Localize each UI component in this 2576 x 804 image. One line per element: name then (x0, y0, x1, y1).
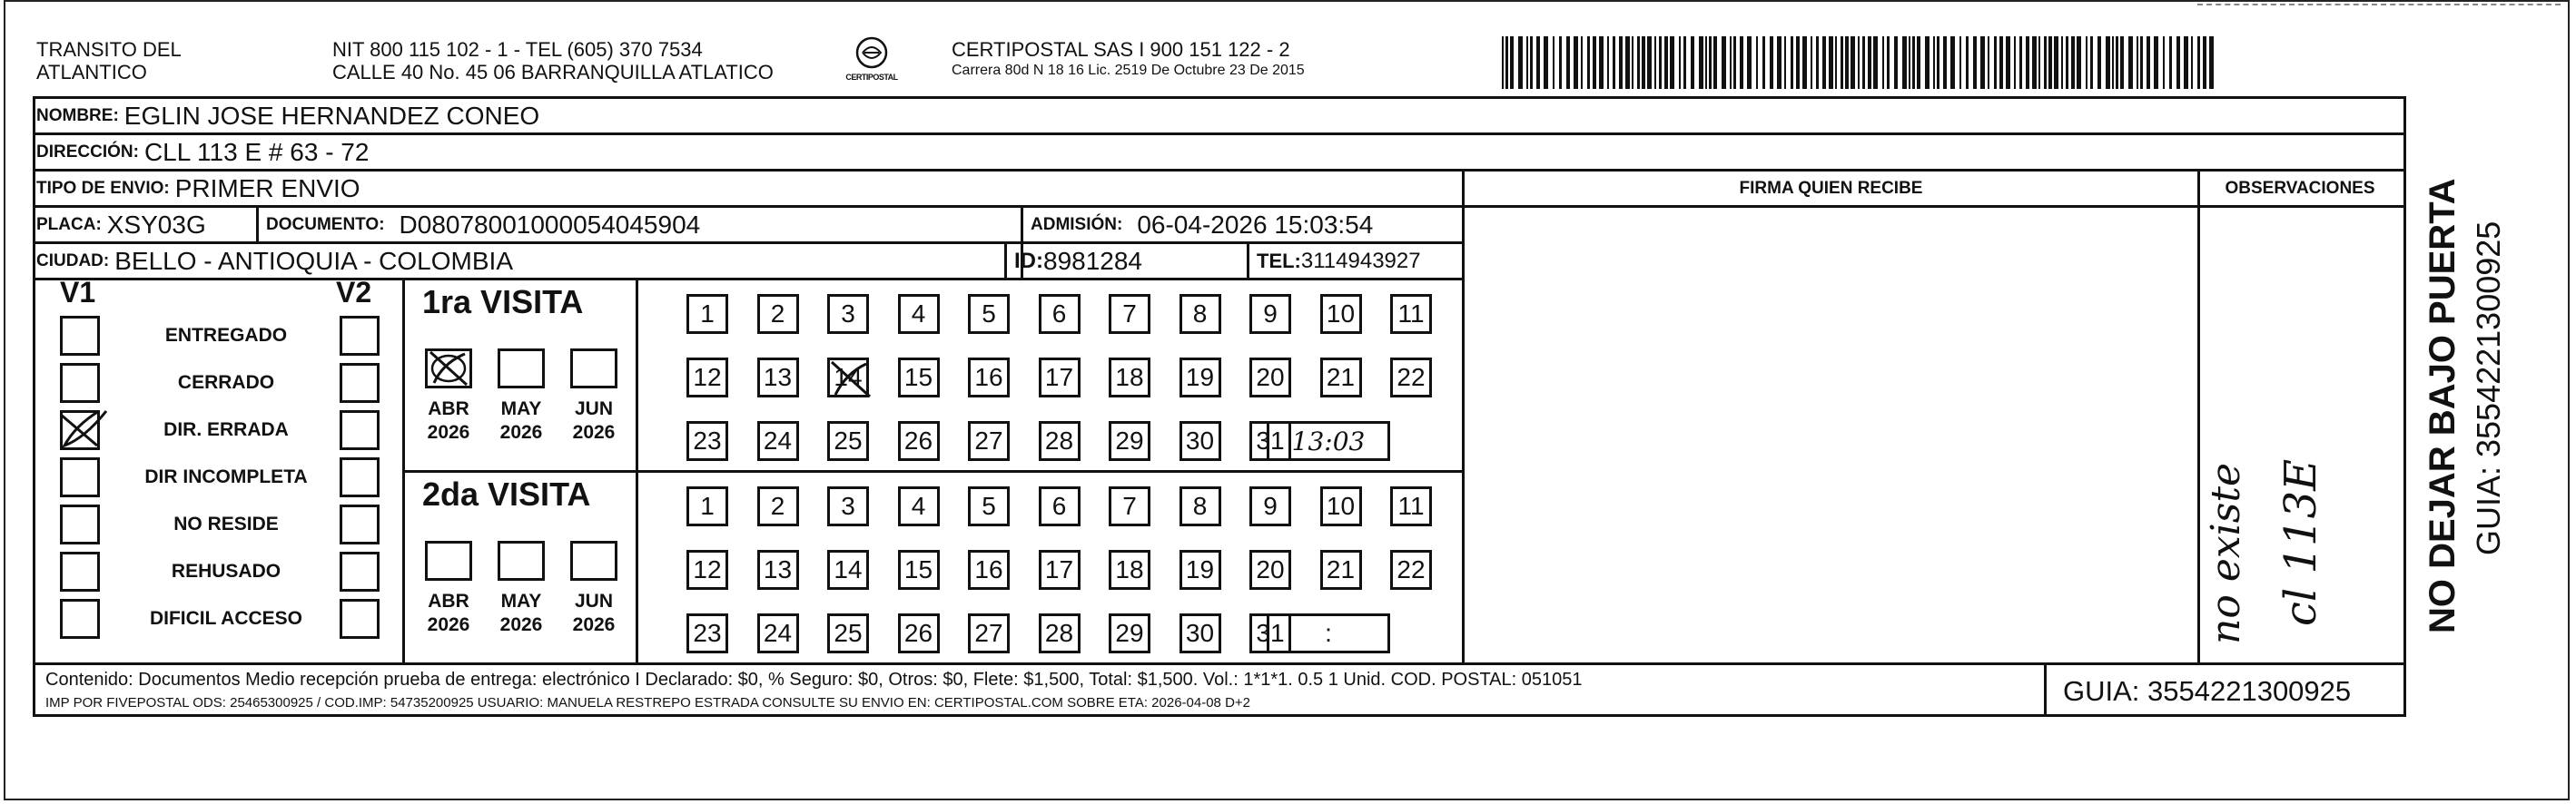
v1-checkbox[interactable] (60, 410, 100, 450)
barcode-bar (1999, 36, 2003, 89)
barcode-bar (1670, 36, 1674, 89)
imp-line: IMP POR FIVEPOSTAL ODS: 25465300925 / COD.IMP: 54735200925 USUARIO: MANUELA RESTREPO ESTRADA CONSULTE SU ENVIO EN: CERTIPOSTAL.COM SOBRE ETA: 2026-04-08 D+2 (45, 695, 1251, 711)
day-checkbox[interactable]: 27 (968, 421, 1010, 461)
month-name: ABR (428, 398, 469, 419)
day-checkbox[interactable]: 11 (1390, 486, 1432, 526)
direccion-value: CLL 113 E # 63 - 72 (143, 138, 370, 166)
direccion-label: DIRECCIÓN: (36, 142, 139, 162)
id-cell (1007, 243, 1142, 279)
placa-cell (36, 207, 206, 243)
barcode-bar (1713, 36, 1717, 89)
day-checkbox[interactable]: 15 (898, 550, 940, 590)
footer-guia: GUIA: 3554221300925 (2063, 675, 2352, 707)
v2-label: V2 (336, 276, 372, 309)
day-checkbox[interactable]: 2 (757, 486, 799, 526)
barcode-bar (1873, 36, 1878, 89)
nombre-label: NOMBRE: (36, 106, 119, 125)
time-field[interactable]: 13:03 (1267, 421, 1390, 461)
day-checkbox[interactable]: 21 (1320, 358, 1362, 397)
day-checkbox[interactable]: 6 (1039, 486, 1081, 526)
barcode-bar (1887, 36, 1890, 89)
barcode-bar (1526, 36, 1528, 89)
day-checkbox[interactable]: 8 (1179, 486, 1221, 526)
rule (2044, 662, 2047, 717)
barcode-bar (2090, 36, 2093, 89)
day-checkbox[interactable]: 28 (1039, 613, 1081, 653)
month-checkbox[interactable] (570, 541, 617, 581)
barcode-bar (1959, 36, 1961, 89)
tipo-value: PRIMER ENVIO (174, 174, 360, 202)
month-year: 2026 (572, 422, 616, 443)
day-checkbox[interactable]: 27 (968, 613, 1010, 653)
barcode-bar (1777, 36, 1781, 89)
logo-text: CERTIPOSTAL (845, 73, 898, 82)
day-checkbox[interactable]: 12 (686, 550, 728, 590)
v2-checkbox[interactable] (340, 505, 380, 544)
v1-checkbox[interactable] (60, 505, 100, 544)
barcode-bar (1858, 36, 1860, 89)
barcode-bar (1894, 36, 1898, 89)
barcode-bar (1973, 36, 1977, 89)
barcode-bar (1722, 36, 1726, 89)
company-line-2: ATLANTICO (36, 61, 147, 83)
direccion-row (36, 134, 369, 171)
v1-checkbox[interactable] (60, 552, 100, 592)
v1-checkbox[interactable] (60, 316, 100, 356)
barcode-bar (1950, 36, 1955, 89)
day-checkbox[interactable]: 19 (1179, 358, 1221, 397)
barcode-bar (2032, 36, 2037, 89)
barcode-bar (1574, 36, 1578, 89)
barcode-bar (1740, 36, 1743, 89)
barcode-bar (1625, 36, 1630, 89)
barcode-bar (1966, 36, 1969, 89)
barcode-bar (2176, 36, 2180, 89)
nombre-row (36, 98, 539, 134)
rule (33, 662, 2406, 665)
barcode-bar (1994, 36, 1997, 89)
barcode-bar (1505, 36, 1508, 89)
day-checkbox[interactable]: 5 (968, 294, 1010, 334)
top-dashes (2197, 4, 2561, 5)
day-checkbox[interactable]: 20 (1249, 358, 1291, 397)
status-option-label: ENTREGADO (164, 325, 288, 346)
day-checkbox[interactable]: 30 (1179, 613, 1221, 653)
barcode-bar (2061, 36, 2063, 89)
day-checkbox[interactable]: 29 (1109, 421, 1150, 461)
v1-checkbox[interactable] (60, 457, 100, 497)
month-checkbox[interactable] (425, 348, 472, 388)
month-year: 2026 (427, 422, 470, 443)
day-checkbox[interactable]: 3 (827, 486, 869, 526)
barcode-bar (1980, 36, 1985, 89)
barcode-bar (1544, 36, 1548, 89)
barcode-bar (1784, 36, 1786, 89)
v2-checkbox[interactable] (340, 552, 380, 592)
admision-cell (1023, 207, 1373, 243)
barcode-bar (1613, 36, 1615, 89)
month-year: 2026 (572, 614, 616, 635)
tipo-row (36, 171, 360, 207)
barcode-bar (2163, 36, 2165, 89)
barcode-bar (2209, 36, 2214, 89)
day-checkbox[interactable]: 6 (1039, 294, 1081, 334)
company-name (36, 38, 182, 83)
status-option-label: REHUSADO (171, 561, 281, 582)
day-checkbox[interactable]: 19 (1179, 550, 1221, 590)
month-year: 2026 (427, 614, 470, 635)
barcode-bar (2038, 36, 2040, 89)
tel-cell (1249, 243, 1421, 279)
day-checkbox[interactable]: 7 (1109, 294, 1150, 334)
observation-line-1: no existe (2203, 462, 2249, 644)
barcode-bar (1762, 36, 1765, 89)
content-line: Contenido: Documentos Medio recepción prueba de entrega: electrónico I Declarado: $0, % Seguro: $0, Otros: $0, Flete: $1,500, Total: $1,500. Vol.: 1*1*1. 0.5 1 Unid. COD. POSTAL: 051051 (45, 670, 1583, 690)
barcode-bar (1599, 36, 1604, 89)
rule (402, 470, 1464, 473)
barcode-bar (1756, 36, 1758, 89)
barcode-bar (2044, 36, 2047, 89)
v1-checkbox[interactable] (60, 363, 100, 403)
license-line: Carrera 80d N 18 16 Lic. 2519 De Octubre 23 De 2015 (952, 63, 1305, 78)
barcode-bar (1659, 36, 1662, 89)
observaciones-header (2200, 172, 2400, 206)
day-checkbox[interactable]: 29 (1109, 613, 1150, 653)
barcode-bar (1559, 36, 1562, 89)
status-option-label: CERRADO (177, 372, 275, 393)
barcode-bar (2054, 36, 2058, 89)
day-checkbox[interactable]: 16 (968, 550, 1010, 590)
check-mark-icon (425, 348, 472, 388)
month-label (489, 397, 553, 445)
barcode-bar (2116, 36, 2118, 89)
barcode-bar (1733, 36, 1736, 89)
barcode-bar (1705, 36, 1707, 89)
day-checkbox[interactable]: 5 (968, 486, 1010, 526)
day-checkbox[interactable]: 14 (827, 550, 869, 590)
nit-line: NIT 800 115 102 - 1 - TEL (605) 370 7534 (332, 38, 703, 61)
documento-label: DOCUMENTO: (266, 215, 385, 234)
barcode-bar (1709, 36, 1712, 89)
barcode-bar (2071, 36, 2075, 89)
month-checkbox[interactable] (498, 541, 545, 581)
day-checkbox[interactable]: 10 (1320, 486, 1362, 526)
barcode-bar (2140, 36, 2143, 89)
day-checkbox[interactable]: 2 (757, 294, 799, 334)
day-checkbox[interactable]: 24 (757, 613, 799, 653)
barcode-bar (1829, 36, 1833, 89)
day-checkbox[interactable]: 22 (1390, 358, 1432, 397)
barcode-bar (1587, 36, 1590, 89)
day-checkbox[interactable]: 17 (1039, 358, 1081, 397)
barcode-bar (1607, 36, 1609, 89)
admision-value: 06-04-2026 15:03:54 (1137, 211, 1374, 239)
barcode-bar (2077, 36, 2081, 89)
month-name: ABR (428, 591, 469, 612)
barcode-bar (2006, 36, 2010, 89)
v2-checkbox[interactable] (340, 363, 380, 403)
certipostal-logo (835, 34, 908, 94)
barcode-bar (1868, 36, 1871, 89)
day-checkbox[interactable]: 1 (686, 486, 728, 526)
company-line-1: TRANSITO DEL (36, 38, 182, 61)
v2-checkbox[interactable] (340, 599, 380, 639)
day-checkbox[interactable]: 4 (898, 294, 940, 334)
barcode-bar (1882, 36, 1884, 89)
day-checkbox[interactable]: 7 (1109, 486, 1150, 526)
barcode-bar (1593, 36, 1596, 89)
tipo-label: TIPO DE ENVIO: (36, 179, 170, 198)
ciudad-cell (36, 243, 513, 279)
barcode-bar (1683, 36, 1686, 89)
day-checkbox[interactable]: 28 (1039, 421, 1081, 461)
month-name: JUN (574, 398, 613, 419)
barcode-bar (2169, 36, 2172, 89)
month-label (417, 397, 480, 445)
day-checkbox[interactable]: 26 (898, 421, 940, 461)
visit-title: 1ra VISITA (422, 283, 584, 320)
nombre-value: EGLIN JOSE HERNANDEZ CONEO (123, 102, 540, 130)
day-checkbox[interactable]: 13 (757, 550, 799, 590)
barcode-bar (1933, 36, 1935, 89)
firma-header (1465, 172, 2197, 206)
ciudad-value: BELLO - ANTIOQUIA - COLOMBIA (114, 247, 513, 275)
barcode-bar (2120, 36, 2124, 89)
barcode-bar (1791, 36, 1793, 89)
barcode-bar (1654, 36, 1656, 89)
day-checkbox[interactable]: 3 (827, 294, 869, 334)
barcode-bar (1912, 36, 1915, 89)
barcode-bar (1536, 36, 1540, 89)
barcode-bar (1642, 36, 1645, 89)
barcode-bar (1730, 36, 1732, 89)
month-checkbox[interactable] (498, 348, 545, 388)
barcode-bar (1502, 36, 1504, 89)
barcode-bar (1796, 36, 1800, 89)
day-checkbox[interactable]: 23 (686, 421, 728, 461)
no-dejar-label: NO DEJAR BAJO PUERTA (2423, 178, 2462, 633)
status-option-label: NO RESIDE (173, 514, 279, 534)
barcode-bar (2184, 36, 2188, 89)
barcode-bar (1566, 36, 1570, 89)
month-year: 2026 (499, 614, 543, 635)
time-field[interactable]: : (1267, 613, 1390, 653)
side-guia: GUIA: 3554221300925 (2470, 221, 2507, 555)
day-checkbox[interactable]: 21 (1320, 550, 1362, 590)
barcode-bar (2014, 36, 2016, 89)
month-name: JUN (574, 591, 613, 612)
side-text (2412, 96, 2530, 641)
barcode-bar (2086, 36, 2087, 89)
barcode-bar (2128, 36, 2133, 89)
ciudad-label: CIUDAD: (36, 251, 110, 270)
barcode-bar (1841, 36, 1843, 89)
id-value: 8981284 (1043, 247, 1143, 275)
day-checkbox[interactable]: 11 (1390, 294, 1432, 334)
status-option-label: DIFICIL ACCESO (149, 608, 302, 629)
barcode-bar (1902, 36, 1907, 89)
certipostal-line: CERTIPOSTAL SAS I 900 151 122 - 2 (952, 38, 1290, 61)
barcode-bar (1770, 36, 1773, 89)
barcode-bar (2048, 36, 2052, 89)
barcode-bar (1937, 36, 1939, 89)
barcode-bar (2066, 36, 2068, 89)
month-checkbox[interactable] (425, 541, 472, 581)
visit-title: 2da VISITA (422, 476, 591, 513)
barcode-bar (2106, 36, 2110, 89)
observation-note (2139, 363, 2375, 644)
barcode-bar (1747, 36, 1752, 89)
day-checkbox[interactable]: 25 (827, 613, 869, 653)
day-checkbox[interactable]: 22 (1390, 550, 1432, 590)
barcode-bar (2026, 36, 2029, 89)
day-checkbox[interactable]: 9 (1249, 294, 1291, 334)
v2-checkbox[interactable] (340, 316, 380, 356)
barcode-bar (1851, 36, 1855, 89)
day-checkbox[interactable]: 8 (1179, 294, 1221, 334)
certipostal-block (952, 38, 1305, 81)
status-option-label: DIR INCOMPLETA (144, 466, 308, 487)
nit-block (332, 38, 774, 83)
barcode-bar (1553, 36, 1554, 89)
month-label (417, 590, 480, 637)
barcode-bar (1811, 36, 1812, 89)
barcode-bar (1988, 36, 1989, 89)
barcode-bar (2097, 36, 2101, 89)
barcode-bar (1619, 36, 1623, 89)
barcode-bar (1909, 36, 1910, 89)
day-checkbox[interactable]: 9 (1249, 486, 1291, 526)
barcode-bar (1862, 36, 1865, 89)
barcode-bar (1835, 36, 1837, 89)
day-checkbox[interactable]: 30 (1179, 421, 1221, 461)
documento-cell (259, 207, 700, 243)
admision-label: ADMISIÓN: (1031, 215, 1123, 234)
barcode-bar (2019, 36, 2022, 89)
barcode-bar (1691, 36, 1694, 89)
day-checkbox[interactable]: 26 (898, 613, 940, 653)
documento-value: D08078001000054045904 (399, 211, 701, 239)
observaciones-header-text: OBSERVACIONES (2225, 179, 2375, 198)
barcode-bar (1664, 36, 1668, 89)
firma-header-text: FIRMA QUIEN RECIBE (1739, 179, 1923, 198)
barcode-bar (1518, 36, 1523, 89)
rule (1462, 169, 1465, 664)
barcode-bar (2137, 36, 2138, 89)
barcode-bar (2191, 36, 2193, 89)
day-checkbox[interactable]: 23 (686, 613, 728, 653)
day-checkbox[interactable]: 17 (1039, 550, 1081, 590)
day-checkbox[interactable]: 14 (827, 358, 869, 397)
month-name: MAY (500, 398, 542, 419)
barcode-bar (1925, 36, 1930, 89)
month-label (489, 590, 553, 637)
barcode (1502, 36, 2219, 89)
barcode-bar (1699, 36, 1703, 89)
day-checkbox[interactable]: 13 (757, 358, 799, 397)
day-checkbox[interactable]: 12 (686, 358, 728, 397)
barcode-bar (1845, 36, 1849, 89)
day-checkbox[interactable]: 18 (1109, 550, 1150, 590)
day-checkbox[interactable]: 1 (686, 294, 728, 334)
barcode-bar (1816, 36, 1819, 89)
barcode-bar (1530, 36, 1533, 89)
status-option-label: DIR. ERRADA (163, 419, 289, 440)
placa-value: XSY03G (106, 211, 206, 239)
barcode-bar (2147, 36, 2150, 89)
v2-checkbox[interactable] (340, 410, 380, 450)
barcode-bar (1917, 36, 1920, 89)
day-checkbox[interactable]: 24 (757, 421, 799, 461)
day-checkbox[interactable]: 16 (968, 358, 1010, 397)
observation-line-2: cl 113E (2275, 458, 2326, 626)
day-checkbox[interactable]: 18 (1109, 358, 1150, 397)
month-checkbox[interactable] (570, 348, 617, 388)
address-line: CALLE 40 No. 45 06 BARRANQUILLA ATLATICO (332, 61, 774, 83)
v2-checkbox[interactable] (340, 457, 380, 497)
day-checkbox[interactable]: 25 (827, 421, 869, 461)
day-checkbox[interactable]: 10 (1320, 294, 1362, 334)
tel-value: 3114943927 (1300, 249, 1421, 273)
tel-label: TEL: (1257, 250, 1301, 272)
barcode-bar (2154, 36, 2158, 89)
barcode-bar (2203, 36, 2206, 89)
barcode-bar (1943, 36, 1947, 89)
barcode-bar (2112, 36, 2114, 89)
barcode-bar (1802, 36, 1807, 89)
barcode-bar (1632, 36, 1633, 89)
barcode-bar (1679, 36, 1681, 89)
barcode-bar (1647, 36, 1652, 89)
barcode-bar (1637, 36, 1640, 89)
month-name: MAY (500, 591, 542, 612)
check-mark-icon (57, 407, 112, 447)
v1-label: V1 (60, 276, 96, 309)
day-checkbox[interactable]: 31 (1249, 421, 1291, 461)
placa-label: PLACA: (36, 215, 102, 234)
day-checkbox[interactable]: 15 (898, 358, 940, 397)
day-checkbox[interactable]: 20 (1249, 550, 1291, 590)
day-checkbox[interactable]: 31 (1249, 613, 1291, 653)
v1-checkbox[interactable] (60, 599, 100, 639)
barcode-bar (1510, 36, 1514, 89)
month-label (562, 590, 626, 637)
day-checkbox[interactable]: 4 (898, 486, 940, 526)
barcode-bar (1822, 36, 1826, 89)
month-year: 2026 (499, 422, 543, 443)
month-label (562, 397, 626, 445)
barcode-bar (2197, 36, 2200, 89)
barcode-bar (1581, 36, 1583, 89)
id-label: ID: (1014, 249, 1043, 273)
